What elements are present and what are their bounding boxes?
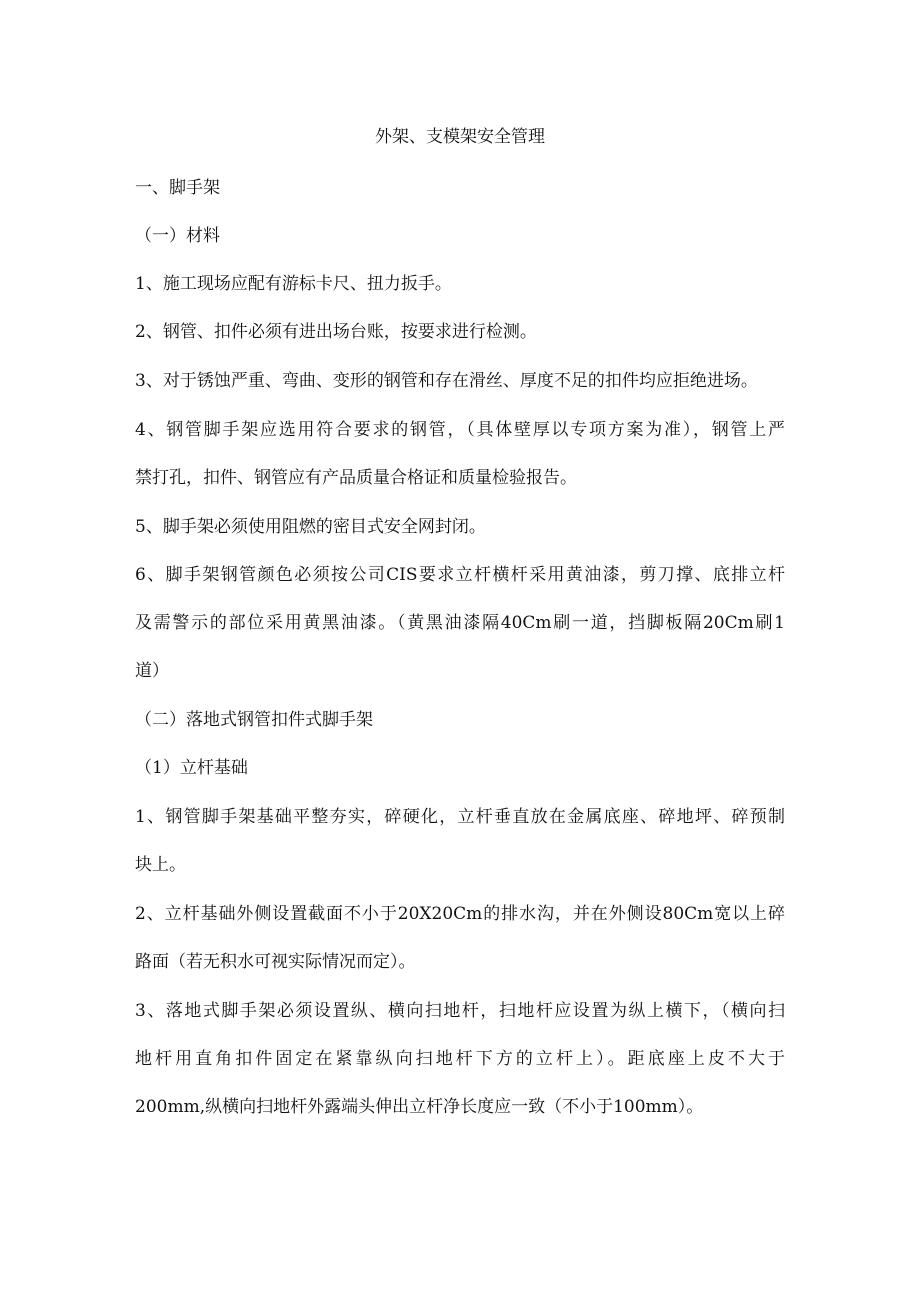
foundation-paragraph-2-line-2: 路面（若无积水可视实际情况而定）。	[135, 952, 416, 972]
paragraph-1: 1、施工现场应配有游标卡尺、扭力扳手。	[135, 274, 452, 294]
foundation-paragraph-3-line-1: 3、落地式脚手架必须设置纵、横向扫地杆，扫地杆应设置为纵上横下，（横向扫	[135, 1001, 785, 1021]
subsection-heading-pole-foundation: （1）立杆基础	[135, 758, 248, 778]
foundation-paragraph-2-line-1: 2、立杆基础外侧设置截面不小于20X20Cm的排水沟，并在外侧设80Cm宽以上碎	[135, 904, 785, 924]
paragraph-5: 5、脚手架必须使用阻燃的密目式安全网封闭。	[135, 517, 486, 537]
foundation-paragraph-1-line-1: 1、钢管脚手架基础平整夯实，碎硬化，立杆垂直放在金属底座、碎地坪、碎预制	[135, 807, 785, 827]
paragraph-6-line-3: 道）	[135, 661, 169, 681]
paragraph-3: 3、对于锈蚀严重、弯曲、变形的钢管和存在滑丝、厚度不足的扣件均应拒绝进场。	[135, 371, 758, 391]
foundation-paragraph-3-line-3: 200mm,纵横向扫地杆外露端头伸出立杆净长度应一致（不小于100mm）。	[135, 1097, 704, 1117]
paragraph-4-line-2: 禁打孔，扣件、钢管应有产品质量合格证和质量检验报告。	[135, 468, 577, 488]
paragraph-6-line-1: 6、脚手架钢管颜色必须按公司CIS要求立杆横杆采用黄油漆，剪刀撑、底排立杆	[135, 565, 785, 585]
document-title: 外架、支模架安全管理	[375, 127, 545, 147]
foundation-paragraph-3-line-2: 地杆用直角扣件固定在紧靠纵向扫地杆下方的立杆上）。距底座上皮不大于	[135, 1049, 785, 1069]
subsection-heading-floor-scaffold: （二）落地式钢管扣件式脚手架	[135, 710, 373, 730]
subsection-heading-materials: （一）材料	[135, 226, 220, 246]
section-heading-scaffold: 一、脚手架	[135, 178, 220, 198]
paragraph-6-line-2: 及需警示的部位采用黄黑油漆。（黄黑油漆隔40Cm刷一道，挡脚板隔20Cm刷1	[135, 613, 785, 633]
foundation-paragraph-1-line-2: 块上。	[135, 855, 186, 875]
paragraph-2: 2、钢管、扣件必须有进出场台账，按要求进行检测。	[135, 322, 537, 342]
paragraph-4-line-1: 4、钢管脚手架应选用符合要求的钢管，（具体壁厚以专项方案为准），钢管上严	[135, 420, 785, 440]
